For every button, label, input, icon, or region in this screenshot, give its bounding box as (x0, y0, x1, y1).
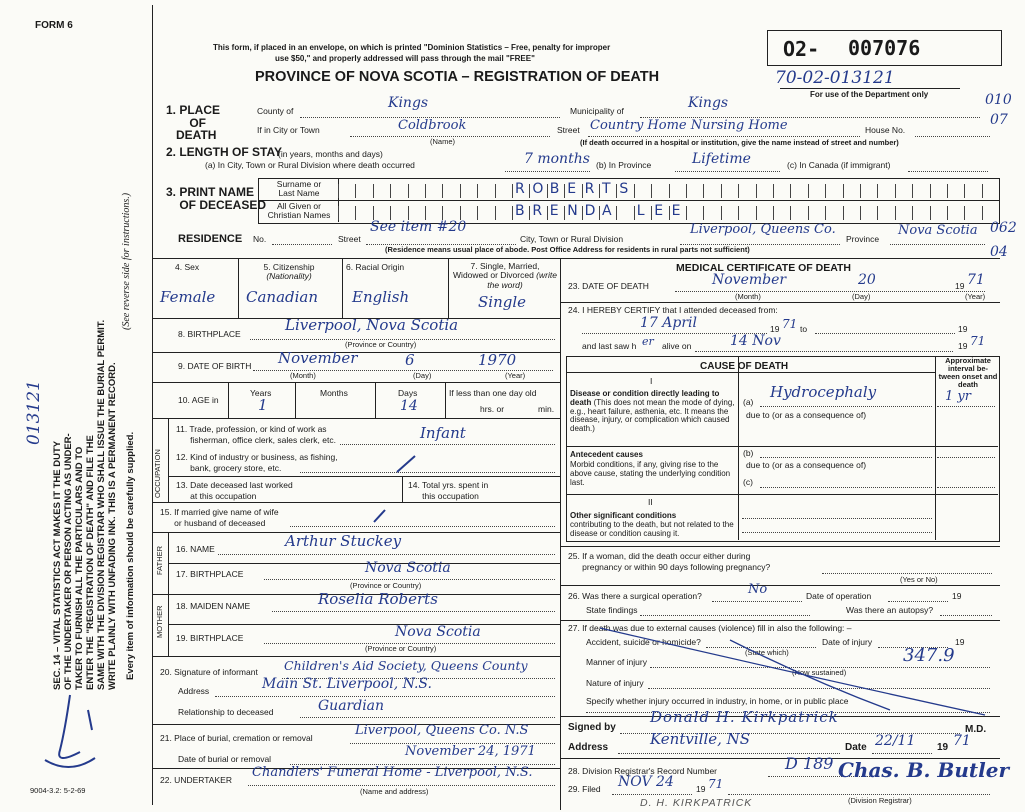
place-label: 1. PLACE OF DEATH (166, 103, 221, 143)
occupation-side-label: OCCUPATION (153, 449, 162, 498)
name-letter-cell (982, 184, 983, 198)
name-letter-cell (912, 206, 913, 220)
undertaker-caption: (Name and address) (360, 787, 429, 796)
cause-a-value: Hydrocephaly (770, 383, 877, 401)
from-year: 19 (770, 324, 780, 334)
alive-year-suffix: 71 (970, 334, 986, 348)
surname-label: Surname or Last Name (276, 179, 322, 199)
record-number-value: D 189 (785, 754, 834, 773)
alive-on-label: alive on (662, 341, 692, 351)
name-letter: N (567, 203, 578, 219)
name-letter: E (567, 181, 577, 197)
name-letter: B (549, 181, 560, 197)
name-letter-cell (895, 206, 896, 220)
dob-label: 9. DATE OF BIRTH (178, 361, 252, 371)
statute-line-6: WRITE PLAINLY WITH UNFADING INK. THIS IS A PERMANENT RECORD. (107, 362, 118, 690)
father-side-label: FATHER (155, 545, 164, 575)
name-letter-cell (947, 206, 948, 220)
name-letter-cell (616, 206, 617, 220)
father-birthplace-caption: (Province or Country) (350, 581, 422, 590)
father-name-label: 16. NAME (176, 544, 215, 554)
dob-year: 1970 (478, 351, 517, 369)
name-letter-cell (512, 184, 513, 198)
stay-b-label: (b) In Province (596, 160, 652, 170)
md-label: M.D. (965, 724, 987, 735)
name-letter-cell (756, 184, 757, 198)
reverse-instructions: (See reverse side for instructions.) (121, 192, 132, 330)
name-letter-cell (582, 184, 583, 198)
city-label: If in City or Town (257, 125, 320, 135)
direct-label: Disease or condition directly leading to death (This does not mean the mode of dying, e.g., heart failure, asthenia, etc. It means the disease, injury, or complication which caused death.) (570, 389, 735, 434)
stay-a-label: (a) In City, Town or Rural Division where death occurred (205, 160, 415, 170)
statute-line-5: SAME WITH THE DIVISION REGISTRAR WHO SHALL ISSUE THE BURIAL PERMIT. (96, 319, 107, 690)
sign-date-label: Date (845, 742, 867, 753)
name-letter-cell (547, 184, 548, 198)
name-letter-cell (686, 184, 687, 198)
burial-date-label: Date of burial or removal (178, 754, 272, 764)
antecedent-note: Morbid conditions, if any, giving rise to the above cause, stating the underlying condition last. (570, 460, 731, 487)
informant-address-value: Main St. Liverpool, N.S. (262, 676, 432, 692)
name-letter-cell (338, 206, 339, 220)
undertaker-label: 22. UNDERTAKER (160, 775, 232, 785)
death-year-caption: (Year) (965, 292, 986, 301)
statute-line-4: ENTER THE "REGISTRATION OF DEATH" AND FILE THE (85, 435, 96, 690)
name-letter-cell (860, 206, 861, 220)
code-04: 04 (990, 244, 1008, 260)
street-value: Country Home Nursing Home (590, 118, 788, 133)
residence-city-label: City, Town or Rural Division (520, 234, 624, 244)
name-letter-cell (947, 184, 948, 198)
name-letter: O (532, 181, 544, 197)
city-name-caption: (Name) (430, 137, 456, 146)
min-label: min. (538, 404, 555, 414)
name-letter-cell (877, 206, 878, 220)
dob-year-caption: (Year) (505, 371, 526, 380)
months-label: Months (320, 388, 348, 398)
dob-month: November (278, 349, 358, 367)
name-letter-cell (964, 184, 965, 198)
surgical-value: No (748, 582, 768, 597)
statute-line-2: OF THE UNDERTAKER OR PERSON ACTING AS UNDER- (63, 433, 74, 690)
burial-place-label: 21. Place of burial, cremation or removal (160, 733, 313, 743)
age-label: 10. AGE in (178, 395, 219, 405)
father-name-value: Arthur Stuckey (285, 532, 402, 550)
name-letter-cell (651, 206, 652, 220)
op-year: 19 (952, 591, 962, 601)
years-label: Years (250, 388, 272, 398)
mother-birthplace-label: 19. BIRTHPLACE (176, 633, 244, 643)
name-letter: D (584, 203, 596, 219)
statute-line-3: TAKER TO FURNISH ALL THE PARTICULARS AND TO (74, 446, 85, 690)
name-letter-cell (495, 184, 496, 198)
name-letter-cell (355, 184, 356, 198)
doctor-address-value: Kentville, NS (650, 730, 751, 748)
hrs-label: hrs. or (480, 404, 505, 414)
street-label: Street (557, 125, 580, 135)
name-letter-cell (930, 184, 931, 198)
name-letter-cell (425, 206, 426, 220)
municipality-label: Municipality of (570, 106, 624, 116)
stay-label: 2. LENGTH OF STAY (166, 145, 283, 159)
diagnosis-code: 347.9 (903, 645, 955, 666)
name-letter-cell (669, 184, 670, 198)
name-letter-cell (338, 184, 339, 198)
citizenship-value: Canadian (246, 288, 319, 306)
name-letter-cell (703, 206, 704, 220)
sign-date-value: 22/11 (875, 733, 916, 749)
trade-value: Infant (420, 424, 466, 442)
name-letter-cell (582, 206, 583, 220)
father-birthplace-label: 17. BIRTHPLACE (176, 569, 244, 579)
name-letter-cell (373, 184, 374, 198)
mailing-note-1: This form, if placed in an envelope, on which is printed "Dominion Statistics – Free, penalty for improper (213, 43, 611, 52)
age-days-value: 14 (400, 398, 418, 414)
name-letter: L (636, 203, 645, 219)
name-letter-cell (877, 184, 878, 198)
marital-label: 7. Single, Married, Widowed or Divorced (write the word) (453, 261, 557, 290)
name-letter-cell (460, 184, 461, 198)
name-letter-cell (808, 184, 809, 198)
marital-value: Single (478, 293, 527, 311)
cause-title: CAUSE OF DEATH (700, 361, 789, 372)
registrar-caption: (Division Registrar) (848, 796, 912, 805)
code-062: 062 (990, 220, 1017, 236)
name-letter-cell (964, 206, 965, 220)
given-label: All Given or Christian Names (267, 201, 331, 221)
name-letter-cell (390, 184, 391, 198)
op-date-label: Date of operation (806, 591, 872, 601)
trade-label: 11. Trade, profession, or kind of work as fisherman, office clerk, sales clerk, etc. (176, 424, 336, 445)
dept-use-note: For use of the Department only (810, 90, 929, 99)
name-letter-cell (738, 206, 739, 220)
due-to-a: due to (or as a consequence of) (746, 410, 867, 420)
less-than-label: If less than one day old (449, 388, 537, 398)
residence-no-label: No. (253, 234, 267, 244)
informant-signature-value: Children's Aid Society, Queens County (284, 658, 528, 673)
name-letter-cell (721, 184, 722, 198)
years-spent-label: 14. Total yrs. spent in this occupation (408, 480, 489, 501)
form-id: FORM 6 (35, 20, 73, 31)
due-to-b: due to (or as a consequence of) (746, 460, 867, 470)
interval-a-value: 1 yr (945, 389, 971, 404)
side-signature-mark (40, 690, 100, 780)
age-years-value: 1 (258, 396, 268, 414)
married-name-label: 15. If married give name of wife or husband of deceased (160, 507, 279, 528)
name-letter: B (515, 203, 525, 219)
filed-label: 29. Filed (568, 784, 601, 794)
cause-a-label: (a) (743, 397, 754, 407)
nature-label: Nature of injury (586, 678, 644, 688)
name-letter-cell (773, 206, 774, 220)
days-label: Days (398, 388, 418, 398)
undertaker-value: Chandlers' Funeral Home - Liverpool, N.S. (252, 765, 533, 780)
name-letter-cell (686, 206, 687, 220)
burial-place-value: Liverpool, Queens Co. N.S (355, 723, 529, 738)
pregnancy-label: 25. If a woman, did the death occur either during pregnancy or within 90 days following pregnancy? (568, 551, 771, 573)
statute-line-1: SEC. 14 – VITAL STATISTICS ACT MAKES IT THE DUTY (52, 440, 63, 690)
name-letter-cell (564, 184, 565, 198)
surgical-label: 26. Was there a surgical operation? (568, 591, 702, 601)
name-letter-cell (703, 184, 704, 198)
mailing-note-2: use $50," and properly addressed will pass through the mail "FREE" (275, 54, 535, 63)
name-letter-cell (825, 184, 826, 198)
mother-maiden-value: Roselia Roberts (318, 590, 438, 608)
name-letter: A (602, 203, 612, 219)
yes-no-caption: (Yes or No) (900, 575, 938, 584)
citizenship-label: 5. Citizenship (Nationality) (263, 262, 315, 282)
name-letter-cell (634, 206, 635, 220)
name-letter-cell (651, 184, 652, 198)
how-sustained-caption: (How sustained) (792, 668, 847, 677)
from-year-suffix: 71 (782, 317, 798, 331)
name-letter-cell (355, 206, 356, 220)
record-number-label: 28. Division Registrar's Record Number (568, 766, 718, 776)
name-letter: R (584, 181, 595, 197)
name-letter-cell (721, 206, 722, 220)
informant-signature-label: 20. Signature of informant (160, 667, 258, 677)
residence-city-value: Liverpool, Queens Co. (690, 222, 836, 237)
residence-province-value: Nova Scotia (898, 223, 978, 238)
attended-from: 17 April (640, 315, 697, 331)
sex-value: Female (160, 288, 216, 306)
name-letter-cell (408, 206, 409, 220)
residence-province-label: Province (846, 234, 880, 244)
state-findings: State findings (586, 605, 638, 615)
name-letter-cell (442, 206, 443, 220)
birthplace-value: Liverpool, Nova Scotia (285, 316, 459, 334)
dob-day-caption: (Day) (413, 371, 432, 380)
filed-value: NOV 24 (618, 774, 674, 790)
interval-label: Approximate interval be- tween onset and death (938, 356, 998, 389)
name-letter-cell (773, 184, 774, 198)
death-year-prefix: 19 (955, 281, 965, 291)
name-letter-cell (512, 206, 513, 220)
house-label: House No. (865, 125, 906, 135)
name-letter-cell (982, 206, 983, 220)
name-letter-cell (860, 184, 861, 198)
sex-label: 4. Sex (175, 262, 200, 272)
death-date-label: 23. DATE OF DEATH (568, 281, 649, 291)
name-letter-cell (843, 184, 844, 198)
signed-label: Signed by (568, 722, 616, 733)
accident-label: Accident, suicide or homicide? (586, 637, 701, 647)
side-handwritten-number: 013121 (24, 380, 44, 445)
name-letter-cell (825, 206, 826, 220)
name-letter-cell (790, 206, 791, 220)
stay-a-value: 7 months (524, 151, 590, 167)
county-value: Kings (388, 95, 429, 111)
doctor-address-label: Address (568, 742, 609, 753)
name-letter-cell (895, 184, 896, 198)
residence-label: RESIDENCE (178, 233, 243, 245)
form-title: PROVINCE OF NOVA SCOTIA – REGISTRATION OF DEATH (255, 69, 660, 85)
alive-on-value: 14 Nov (730, 333, 781, 349)
name-letter-cell (390, 206, 391, 220)
municipality-value: Kings (688, 95, 729, 111)
name-letter-cell (547, 206, 548, 220)
part-two: II (648, 497, 653, 507)
dob-day: 6 (405, 351, 415, 369)
stay-c-label: (c) In Canada (if immigrant) (787, 160, 891, 170)
name-letter-cell (495, 206, 496, 220)
name-letter-cell (442, 184, 443, 198)
last-worked-label: 13. Date deceased last worked at this occupation (176, 480, 293, 501)
married-dash-mark (372, 508, 388, 529)
name-letter-cell (843, 206, 844, 220)
signed-value: Donald H. Kirkpatrick (650, 708, 839, 726)
residence-note: (Residence means usual place of abode. Post Office Address for residents in rural parts not sufficient) (385, 245, 750, 254)
name-letter-cell (738, 184, 739, 198)
county-label: County of (257, 106, 294, 116)
name-letter-cell (425, 184, 426, 198)
father-birthplace-value: Nova Scotia (365, 560, 451, 576)
name-letter-cell (477, 206, 478, 220)
name-letter: T (602, 181, 611, 197)
dob-month-caption: (Month) (290, 371, 316, 380)
name-letter-cell (599, 184, 600, 198)
center-divider (560, 258, 561, 810)
name-letter-cell (669, 206, 670, 220)
last-saw-her: er (642, 335, 654, 348)
relationship-label: Relationship to deceased (178, 707, 274, 717)
burial-date-value: November 24, 1971 (405, 744, 536, 759)
name-letter-cell (790, 184, 791, 198)
mother-maiden-label: 18. MAIDEN NAME (176, 601, 251, 611)
name-letter-cell (599, 206, 600, 220)
name-letter-cell (460, 206, 461, 220)
death-month: November (712, 272, 787, 288)
deceased-label: 3. PRINT NAME OF DECEASED (166, 185, 267, 213)
name-letter-cell (477, 184, 478, 198)
filed-year: 19 (696, 784, 706, 794)
form-code: 9004-3.2: 5-2-69 (30, 786, 86, 795)
stay-b-value: Lifetime (692, 151, 751, 167)
stay-sub: (in years, months and days) (278, 149, 383, 159)
reg-number: 007076 (848, 36, 921, 60)
alive-year: 19 (958, 341, 968, 351)
birthplace-caption: (Province or Country) (345, 340, 417, 349)
death-year: 71 (967, 272, 985, 288)
sign-date-year: 19 (937, 742, 949, 753)
code-07: 07 (990, 112, 1008, 128)
residence-street-label: Street (338, 234, 361, 244)
certify-label: 24. I HEREBY CERTIFY that I attended deceased from: (568, 305, 778, 315)
name-letter: E (549, 203, 559, 219)
name-letter-cell (373, 206, 374, 220)
every-item-note: Every item of information should be carefully supplied. (125, 431, 136, 680)
medical-title: MEDICAL CERTIFICATE OF DEATH (676, 262, 851, 274)
doctor-name-stamp: D. H. KIRKPATRICK (640, 797, 753, 809)
name-letter-cell (808, 206, 809, 220)
registrar-signature: Chas. B. Butler (838, 758, 1009, 782)
part-one: I (650, 376, 653, 386)
antecedent-label: Antecedent causes (570, 450, 643, 459)
last-saw-label: and last saw h (582, 341, 637, 351)
mother-birthplace-value: Nova Scotia (395, 624, 481, 640)
name-letter: S (619, 181, 629, 197)
other-label: Other significant conditions (570, 511, 677, 520)
death-day-caption: (Day) (852, 292, 871, 301)
injury-date-label: Date of injury (822, 637, 873, 647)
name-letter: R (532, 203, 543, 219)
name-letter-cell (564, 206, 565, 220)
other-note: contributing to the death, but not related to the disease or condition causing it. (570, 520, 734, 538)
residence-street-value: See item #20 (370, 219, 467, 235)
code-010: 010 (985, 92, 1012, 108)
death-day: 20 (858, 272, 876, 288)
informant-address-label: Address (178, 686, 210, 696)
specify-label: Specify whether injury occurred in industry, in home, or in public place (586, 696, 849, 706)
mother-birthplace-caption: (Province or Country) (365, 644, 437, 653)
name-letter-cell (616, 184, 617, 198)
hospital-note: (If death occurred in a hospital or institution, give the name instead of street and number) (580, 138, 899, 147)
to-label: to (800, 324, 808, 334)
form-left-border (152, 5, 153, 805)
main-grid-top (152, 258, 1000, 259)
reg-prefix: O2- (783, 37, 820, 61)
external-label: 27. If death was due to external causes (violence) fill in also the following: – (568, 623, 852, 633)
name-letter-cell (930, 206, 931, 220)
cause-c-label: (c) (743, 477, 753, 487)
to-year: 19 (958, 324, 968, 334)
name-letter-cell (912, 184, 913, 198)
name-letter-cell (408, 184, 409, 198)
relationship-value: Guardian (318, 698, 385, 714)
injury-year: 19 (955, 637, 965, 647)
manner-label: Manner of injury (586, 657, 647, 667)
name-letter: E (654, 203, 664, 219)
name-letter-cell (529, 184, 530, 198)
section-27-strike (560, 620, 1000, 720)
racial-label: 6. Racial Origin (346, 262, 405, 272)
handwritten-reg-number: 70-02-013121 (775, 68, 895, 88)
name-letter-cell (756, 206, 757, 220)
sign-date-year-suffix: 71 (953, 733, 971, 749)
name-grid (258, 178, 1000, 224)
death-month-caption: (Month) (735, 292, 761, 301)
name-letter-cell (634, 184, 635, 198)
name-letter: R (515, 181, 525, 197)
birthplace-label: 8. BIRTHPLACE (178, 329, 241, 339)
industry-label: 12. Kind of industry or business, as fishing, bank, grocery store, etc. (176, 452, 338, 473)
filed-year-suffix: 71 (708, 777, 724, 791)
city-value: Coldbrook (398, 118, 467, 133)
name-letter: E (671, 203, 681, 219)
name-letter-cell (529, 206, 530, 220)
racial-value: English (352, 288, 410, 306)
mother-side-label: MOTHER (155, 605, 164, 638)
state-which-caption: (State which) (745, 648, 789, 657)
autopsy-label: Was there an autopsy? (846, 605, 934, 615)
cause-b-label: (b) (743, 448, 754, 458)
